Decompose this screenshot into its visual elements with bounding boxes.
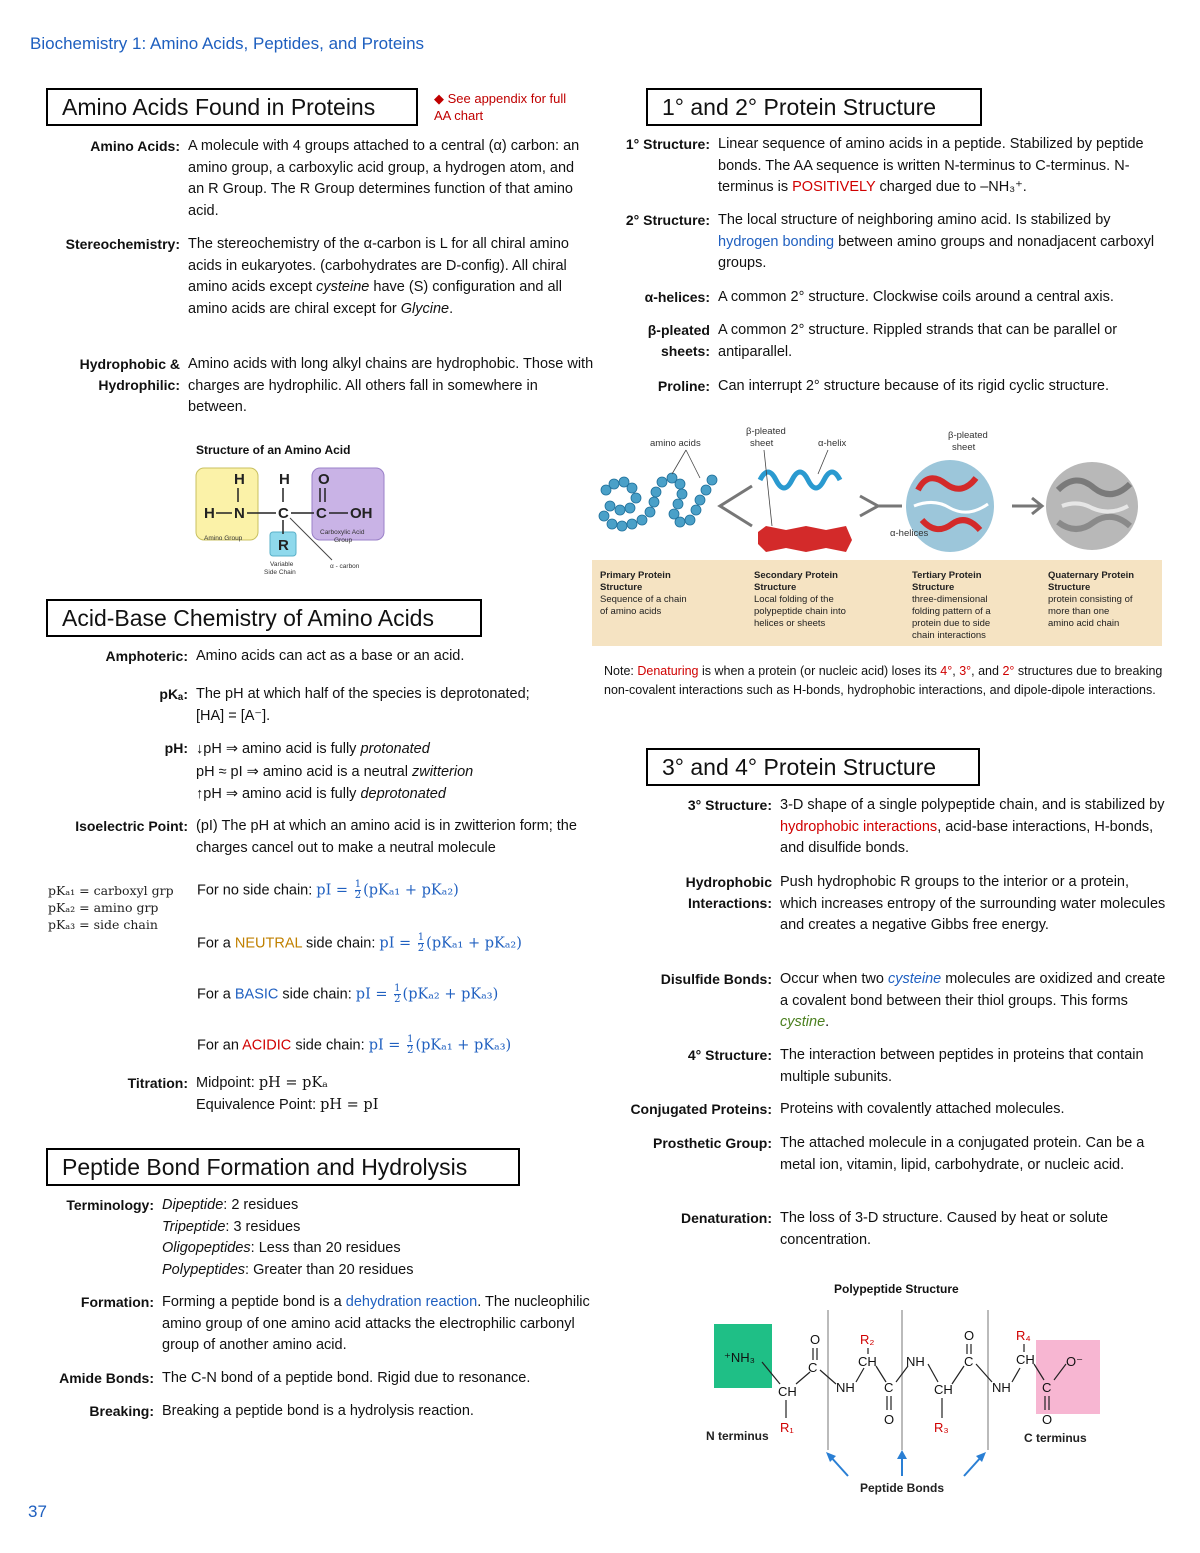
- svg-text:O: O: [318, 471, 330, 488]
- svg-text:Group: Group: [334, 537, 353, 544]
- svg-text:amino acids: amino acids: [650, 438, 701, 449]
- def-secondary-structure: 2° Structure: The local structure of neighboring amino acid. Is stabilized by hydrogen bonding between amino groups and nonadjacent carboxyl groups.: [625, 212, 1155, 271]
- svg-text:Peptide Bonds: Peptide Bonds: [860, 1481, 945, 1495]
- pka-key: pKₐ₁ = carboxyl grp pKₐ₂ = amino grp pKₐ₃ = side chain: [48, 883, 174, 932]
- def-amphoteric: Amphoteric: Amino acids can act as a base or an acid.: [105, 648, 465, 664]
- def-titration: Titration: Midpoint: pH = pKₐ Equivalence Point: pH = pI: [127, 1075, 379, 1113]
- svg-text:β-pleated: β-pleated: [948, 430, 988, 441]
- svg-text:Primary Protein: Primary Protein: [600, 570, 671, 581]
- svg-text:NH: NH: [992, 1380, 1011, 1395]
- svg-text:protein consisting of: protein consisting of: [1048, 594, 1133, 605]
- svg-text:Side Chain: Side Chain: [264, 569, 296, 576]
- svg-text:O: O: [964, 1328, 975, 1343]
- svg-text:H: H: [234, 471, 245, 488]
- svg-text:CH: CH: [934, 1382, 953, 1397]
- svg-text:helices or sheets: helices or sheets: [754, 618, 826, 629]
- formula-acidic-side-chain: For an ACIDIC side chain: pI = $\frac{1}{2}$ (pKₐ₁ + pKₐ₃): [197, 1034, 512, 1056]
- def-denaturation: Denaturation: The loss of 3-D structure. Caused by heat or solute concentration.: [681, 1210, 1109, 1248]
- def-hydrophobic-interactions: Hydrophobic Interactions: Push hydrophobic R groups to the interior or a protein, which increases entropy of the surrounding water molecules and creates a negative Gibbs free energy.: [685, 874, 1166, 933]
- def-prosthetic-group: Prosthetic Group: The attached molecule in a conjugated protein. Can be a metal ion, vitamin, lipid, carbohydrate, or nucleic acid.: [652, 1135, 1145, 1173]
- document-header: Biochemistry 1: Amino Acids, Peptides, and Proteins: [30, 34, 425, 53]
- def-quaternary-structure: 4° Structure: The interaction between peptides in proteins that contain multiple subunits.: [687, 1047, 1144, 1085]
- svg-text:Tertiary Protein: Tertiary Protein: [912, 570, 982, 581]
- svg-text:C: C: [316, 505, 327, 522]
- svg-text:more than one: more than one: [1048, 606, 1110, 617]
- svg-text:N: N: [234, 505, 245, 522]
- svg-text:R₁: R₁: [780, 1420, 794, 1435]
- svg-text:Variable: Variable: [270, 561, 294, 568]
- section-title-structure-12: 1° and 2° Protein Structure: [646, 88, 982, 126]
- def-formation: Formation: Forming a peptide bond is a dehydration reaction. The nucleophilic amino group of one amino acid attacks the electrophilic carbonyl group of another amino acid.: [80, 1294, 590, 1353]
- svg-text:C: C: [808, 1360, 818, 1375]
- def-breaking: Breaking: Breaking a peptide bond is a hydrolysis reaction.: [89, 1403, 474, 1419]
- svg-text:sheet: sheet: [750, 438, 774, 449]
- svg-text:Amino Group: Amino Group: [204, 535, 243, 542]
- figure-title-amino-acid: Structure of an Amino Acid: [196, 443, 351, 457]
- def-isoelectric-point: Isoelectric Point: (pI) The pH at which an amino acid is in zwitterion form; the charges cancel out to make a neutral molecule: [75, 818, 577, 856]
- svg-text:amino acid chain: amino acid chain: [1048, 618, 1120, 629]
- section-title-amino-acids: Amino Acids Found in Proteins: [46, 88, 418, 126]
- svg-text:O: O: [1042, 1412, 1053, 1427]
- svg-text:α-helices: α-helices: [890, 528, 929, 539]
- def-beta-sheets: β-pleated sheets: A common 2° structure. Rippled strands that can be parallel or antiparallel.: [647, 322, 1118, 360]
- svg-text:of amino acids: of amino acids: [600, 606, 662, 617]
- svg-text:protein due to side: protein due to side: [912, 618, 991, 629]
- svg-text:NH: NH: [906, 1354, 925, 1369]
- svg-text:Structure: Structure: [1048, 582, 1091, 593]
- svg-text:O: O: [884, 1412, 895, 1427]
- amino-acid-structure-diagram: [192, 460, 392, 582]
- svg-text:C: C: [964, 1354, 974, 1369]
- svg-text:three-dimensional: three-dimensional: [912, 594, 988, 605]
- svg-text:Structure: Structure: [912, 582, 955, 593]
- def-disulfide-bonds: Disulfide Bonds: Occur when two cysteine molecules are oxidized and create a covalent bond between their thiol groups. This forms cystine.: [660, 971, 1166, 1030]
- def-amino-acids: Amino Acids: A molecule with 4 groups attached to a central (α) carbon: an amino group, a carboxylic acid group, a hydrogen atom, and an R Group. The R Group determines function of that amino acid.: [90, 138, 580, 219]
- svg-text:sheet: sheet: [952, 442, 976, 453]
- svg-text:chain interactions: chain interactions: [912, 630, 986, 641]
- page-number: 37: [28, 1502, 47, 1521]
- svg-text:R₂: R₂: [860, 1332, 875, 1347]
- svg-text:C: C: [884, 1380, 894, 1395]
- svg-text:β-pleated: β-pleated: [746, 426, 786, 437]
- def-ph: pH: ↓pH ⇒ amino acid is fully protonated pH ≈ pI ⇒ amino acid is a neutral zwitterion ↑pH ⇒ amino acid is fully deprotonated: [164, 740, 474, 802]
- svg-text:Sequence of a chain: Sequence of a chain: [600, 594, 687, 605]
- svg-text:CH: CH: [858, 1354, 877, 1369]
- svg-text:Structure: Structure: [600, 582, 643, 593]
- svg-text:Carboxylic Acid: Carboxylic Acid: [320, 529, 365, 536]
- svg-text:C: C: [278, 505, 289, 522]
- svg-text:R₃: R₃: [934, 1420, 949, 1435]
- section-title-structure-34: 3° and 4° Protein Structure: [646, 748, 980, 786]
- polypeptide-structure-diagram: [700, 1300, 1100, 1500]
- svg-text:H: H: [279, 471, 290, 488]
- section-title-acid-base: Acid-Base Chemistry of Amino Acids: [46, 599, 482, 637]
- quaternary-structure-blob: [1046, 462, 1138, 550]
- figure-title-polypeptide: Polypeptide Structure: [834, 1282, 959, 1296]
- svg-text:polypeptide chain into: polypeptide chain into: [754, 606, 846, 617]
- svg-text:CH: CH: [1016, 1352, 1035, 1367]
- def-proline: Proline: Can interrupt 2° structure because of its rigid cyclic structure.: [657, 378, 1110, 394]
- def-terminology: Terminology: Dipeptide: 2 residues Tripeptide: 3 residues Oligopeptides: Less than 20 residues Polypeptides: Greater than 20 residues: [66, 1197, 414, 1278]
- section-title-peptide-bond: Peptide Bond Formation and Hydrolysis: [46, 1148, 520, 1186]
- svg-text:N terminus: N terminus: [706, 1429, 769, 1443]
- svg-text:NH: NH: [836, 1380, 855, 1395]
- svg-text:O: O: [810, 1332, 821, 1347]
- svg-text:O⁻: O⁻: [1066, 1354, 1083, 1369]
- def-conjugated-proteins: Conjugated Proteins: Proteins with covalently attached molecules.: [630, 1101, 1065, 1117]
- svg-text:CH: CH: [778, 1384, 797, 1399]
- def-amide-bonds: Amide Bonds: The C-N bond of a peptide bond. Rigid due to resonance.: [59, 1370, 531, 1386]
- svg-text:Local folding of the: Local folding of the: [754, 594, 834, 605]
- svg-text:Secondary Protein: Secondary Protein: [754, 570, 838, 581]
- svg-text:folding pattern of a: folding pattern of a: [912, 606, 991, 617]
- formula-neutral-side-chain: For a NEUTRAL side chain: pI = $\frac{1}{2}$ (pKₐ₁ + pKₐ₂): [197, 932, 522, 954]
- def-stereochemistry: Stereochemistry: The stereochemistry of the α-carbon is L for all chiral amino acids in eukaryotes. (carbohydrates are D-config). All chiral amino acids except cysteine have (S) configuration and all amino acids are chiral except for Glycine.: [65, 236, 569, 317]
- def-primary-structure: 1° Structure: Linear sequence of amino acids in a peptide. Stabilized by peptide bonds. The AA sequence is written N-terminus to C-terminus. N-terminus is POSITIVELY charged due to –NH₃⁺.: [625, 136, 1144, 195]
- def-alpha-helices: α-helices: A common 2° structure. Clockwise coils around a central axis.: [644, 289, 1114, 305]
- def-hydrophobic-hydrophilic: Hydrophobic & Hydrophilic: Amino acids with long alkyl chains are hydrophobic. Those with charges are hydrophilic. All others fall in somewhere in between.: [79, 356, 594, 415]
- svg-text:⁺NH₃: ⁺NH₃: [724, 1350, 755, 1365]
- formula-no-side-chain: For no side chain: pI = $\frac{1}{2}$ (pKₐ₁ + pKₐ₂): [197, 879, 459, 901]
- svg-text:Quaternary Protein: Quaternary Protein: [1048, 570, 1135, 581]
- def-tertiary-structure: 3° Structure: 3-D shape of a single polypeptide chain, and is stabilized by hydrophobic interactions, acid-base interactions, H-bonds, and disulfide bonds.: [687, 797, 1165, 856]
- svg-text:α - carbon: α - carbon: [330, 563, 360, 570]
- svg-text:Structure: Structure: [754, 582, 797, 593]
- svg-text:OH: OH: [350, 505, 373, 522]
- appendix-note: ◆ See appendix for full AA chart: [434, 91, 567, 123]
- protein-structure-levels-diagram: [592, 420, 1162, 646]
- svg-text:C terminus: C terminus: [1024, 1431, 1087, 1445]
- svg-text:C: C: [1042, 1380, 1052, 1395]
- svg-text:α-helix: α-helix: [818, 438, 847, 449]
- denaturing-note: Note: Denaturing is when a protein (or nucleic acid) loses its 4°, 3°, and 2° structures due to breaking non-covalent interactions such as H-bonds, hydrophobic interactions, and dipole-dipole interactions.: [604, 664, 1163, 697]
- formula-basic-side-chain: For a BASIC side chain: pI = $\frac{1}{2}$ (pKₐ₂ + pKₐ₃): [197, 983, 499, 1005]
- svg-text:R: R: [278, 537, 289, 554]
- svg-text:R₄: R₄: [1016, 1328, 1031, 1343]
- svg-text:H: H: [204, 505, 215, 522]
- def-pka: pKₐ: The pH at which half of the species is deprotonated; [HA] = [A⁻].: [159, 686, 530, 724]
